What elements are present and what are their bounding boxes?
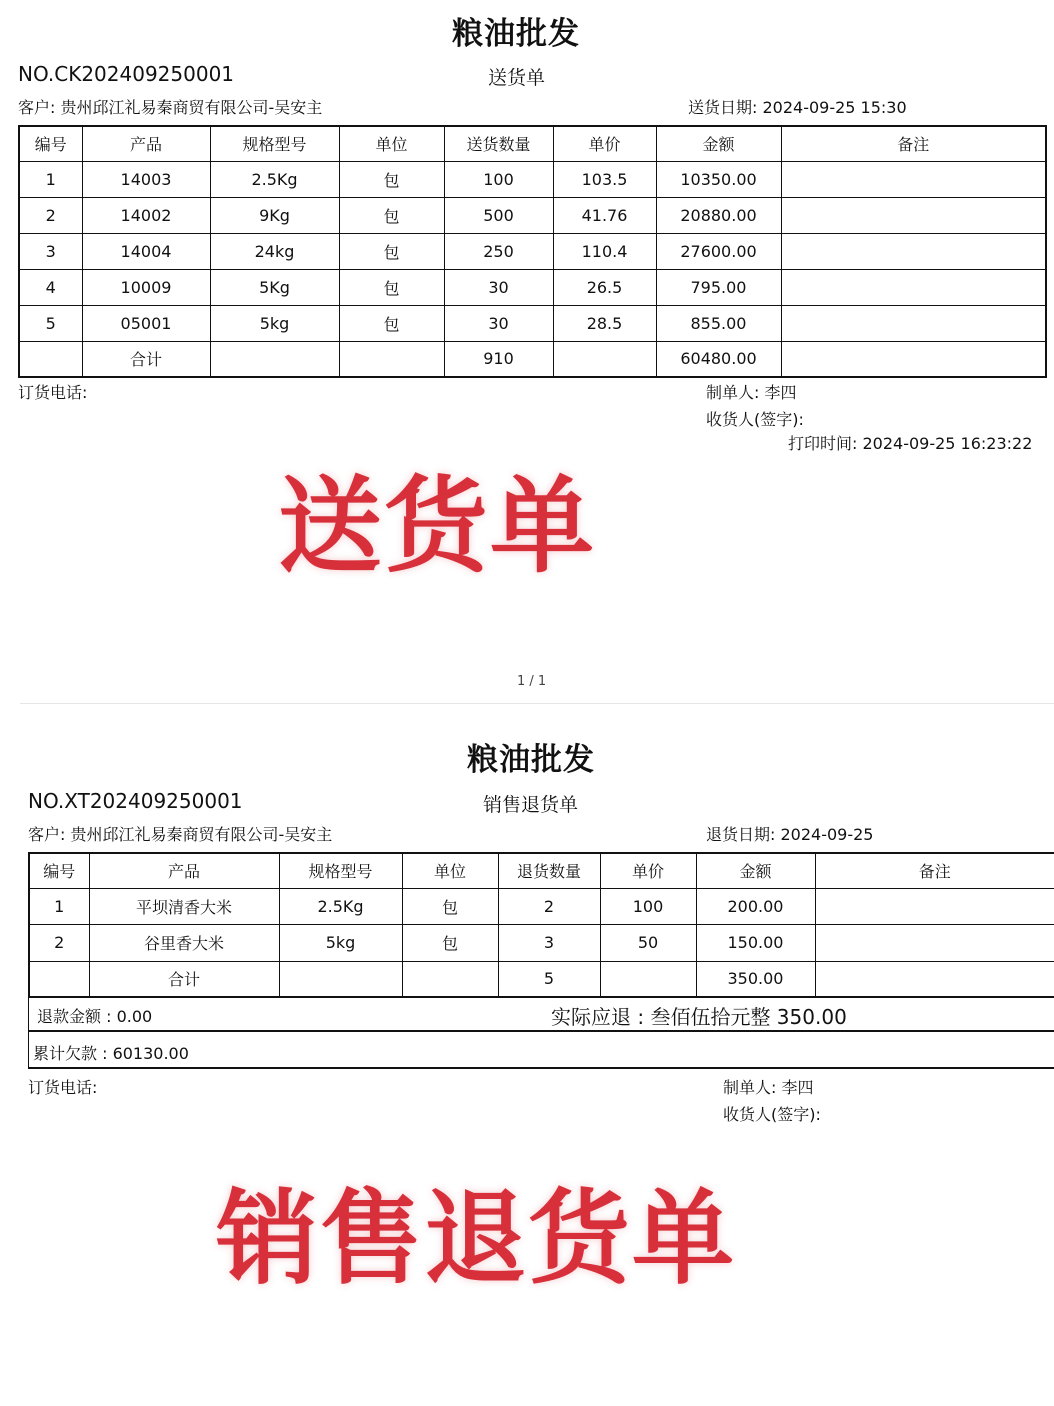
- actual-refund: 实际应退 : 叁佰伍拾元整 350.00: [551, 1005, 847, 1029]
- cell: 2.5Kg: [210, 161, 339, 197]
- cell: 14003: [82, 161, 210, 197]
- cell: 24kg: [210, 233, 339, 269]
- cell: 包: [339, 197, 444, 233]
- return-stamp-label: 销售退货单: [216, 1180, 736, 1299]
- return-table: [28, 852, 1054, 998]
- return-date: 退货日期: 2024-09-25: [706, 825, 874, 844]
- cell: 包: [402, 888, 498, 924]
- cell: 2: [29, 924, 89, 961]
- accumulated-debt: 累计欠款 : 60130.00: [33, 1044, 189, 1063]
- cell: 5kg: [279, 924, 402, 961]
- cell: 14004: [82, 233, 210, 269]
- delivery-customer: 客户: 贵州邱江礼易秦商贸有限公司-吴安主: [18, 98, 323, 117]
- cell: 20880.00: [656, 197, 781, 233]
- cell: 30: [444, 269, 553, 305]
- return-company-title: 粮油批发: [467, 742, 595, 778]
- delivery-maker: 制单人: 李四: [706, 383, 797, 402]
- cell: 合计: [89, 961, 279, 997]
- cell: 05001: [82, 305, 210, 341]
- header-cell: 单价: [600, 853, 696, 888]
- cell: [781, 197, 1046, 233]
- cell: 150.00: [696, 924, 815, 961]
- table-row: [19, 305, 1046, 341]
- cell: [600, 961, 696, 997]
- cell: 50: [600, 924, 696, 961]
- delivery-date: 送货日期: 2024-09-25 15:30: [688, 98, 907, 117]
- cell: 110.4: [553, 233, 656, 269]
- cell: 10009: [82, 269, 210, 305]
- refund-amount: 退款金额 : 0.00: [37, 1007, 153, 1026]
- cell: 1: [19, 161, 82, 197]
- cell: 103.5: [553, 161, 656, 197]
- cell: 谷里香大米: [89, 924, 279, 961]
- cell: [210, 341, 339, 377]
- refund-summary-row: [28, 996, 1054, 1031]
- return-customer: 客户: 贵州邱江礼易秦商贸有限公司-吴安主: [28, 825, 333, 844]
- cell: 100: [444, 161, 553, 197]
- cell: 795.00: [656, 269, 781, 305]
- cell: [815, 961, 1054, 997]
- cell: 9Kg: [210, 197, 339, 233]
- header-cell: 规格型号: [210, 126, 339, 161]
- cell: 28.5: [553, 305, 656, 341]
- delivery-header-row: [19, 126, 1046, 161]
- header-cell: 金额: [656, 126, 781, 161]
- header-cell: 备注: [781, 126, 1046, 161]
- header-cell: 规格型号: [279, 853, 402, 888]
- return-total-row: [29, 961, 1054, 997]
- table-row: [29, 924, 1054, 961]
- cell: 包: [339, 269, 444, 305]
- cell: 包: [339, 305, 444, 341]
- cell: 5Kg: [210, 269, 339, 305]
- delivery-table: [18, 125, 1047, 378]
- delivery-doc-number: NO.CK202409250001: [18, 62, 235, 86]
- delivery-total-row: [19, 341, 1046, 377]
- cell: 5kg: [210, 305, 339, 341]
- cell: 5: [498, 961, 600, 997]
- cell: [781, 341, 1046, 377]
- delivery-order-phone: 订货电话:: [18, 383, 88, 402]
- header-cell: 单位: [402, 853, 498, 888]
- cell: 250: [444, 233, 553, 269]
- delivery-print-time: 打印时间: 2024-09-25 16:23:22: [788, 434, 1033, 453]
- cell: 2.5Kg: [279, 888, 402, 924]
- cell: 包: [339, 161, 444, 197]
- cell: 4: [19, 269, 82, 305]
- delivery-doc-type: 送货单: [488, 67, 546, 89]
- cell: [339, 341, 444, 377]
- cell: [781, 161, 1046, 197]
- header-cell: 产品: [82, 126, 210, 161]
- return-doc-type: 销售退货单: [483, 794, 579, 816]
- header-cell: 金额: [696, 853, 815, 888]
- cell: 平坝清香大米: [89, 888, 279, 924]
- cell: 3: [498, 924, 600, 961]
- table-row: [19, 233, 1046, 269]
- cell: [815, 924, 1054, 961]
- cell: 500: [444, 197, 553, 233]
- cell: [781, 305, 1046, 341]
- cell: 包: [402, 924, 498, 961]
- cell: 200.00: [696, 888, 815, 924]
- header-cell: 单位: [339, 126, 444, 161]
- cell: 910: [444, 341, 553, 377]
- page-divider: [20, 703, 1054, 704]
- cell: 26.5: [553, 269, 656, 305]
- cell: [553, 341, 656, 377]
- return-order-phone: 订货电话:: [28, 1078, 98, 1097]
- header-cell: 编号: [29, 853, 89, 888]
- return-header-row: [29, 853, 1054, 888]
- table-row: [19, 269, 1046, 305]
- header-cell: 退货数量: [498, 853, 600, 888]
- cell: [815, 888, 1054, 924]
- table-row: [19, 197, 1046, 233]
- return-maker: 制单人: 李四: [723, 1078, 814, 1097]
- return-doc-number: NO.XT202409250001: [28, 789, 243, 813]
- cell: 1: [29, 888, 89, 924]
- cell: 2: [498, 888, 600, 924]
- cell: 10350.00: [656, 161, 781, 197]
- cell: 2: [19, 197, 82, 233]
- header-cell: 送货数量: [444, 126, 553, 161]
- cell: 14002: [82, 197, 210, 233]
- cell: 5: [19, 305, 82, 341]
- cell: 包: [339, 233, 444, 269]
- cell: 100: [600, 888, 696, 924]
- cell: 41.76: [553, 197, 656, 233]
- header-cell: 单价: [553, 126, 656, 161]
- cell: [781, 269, 1046, 305]
- table-row: [29, 888, 1054, 924]
- header-cell: 备注: [815, 853, 1054, 888]
- owed-summary-row: [28, 1031, 1054, 1069]
- cell: [29, 961, 89, 997]
- return-receiver: 收货人(签字):: [723, 1105, 821, 1124]
- header-cell: 编号: [19, 126, 82, 161]
- table-row: [19, 161, 1046, 197]
- cell: [279, 961, 402, 997]
- header-cell: 产品: [89, 853, 279, 888]
- delivery-receiver: 收货人(签字):: [706, 410, 804, 429]
- delivery-company-title: 粮油批发: [452, 16, 580, 52]
- cell: [781, 233, 1046, 269]
- cell: 27600.00: [656, 233, 781, 269]
- delivery-stamp-label: 送货单: [278, 465, 597, 587]
- cell: 30: [444, 305, 553, 341]
- cell: 350.00: [696, 961, 815, 997]
- cell: 3: [19, 233, 82, 269]
- page-indicator: 1 / 1: [517, 674, 547, 689]
- cell: 合计: [82, 341, 210, 377]
- cell: 855.00: [656, 305, 781, 341]
- cell: [402, 961, 498, 997]
- cell: [19, 341, 82, 377]
- cell: 60480.00: [656, 341, 781, 377]
